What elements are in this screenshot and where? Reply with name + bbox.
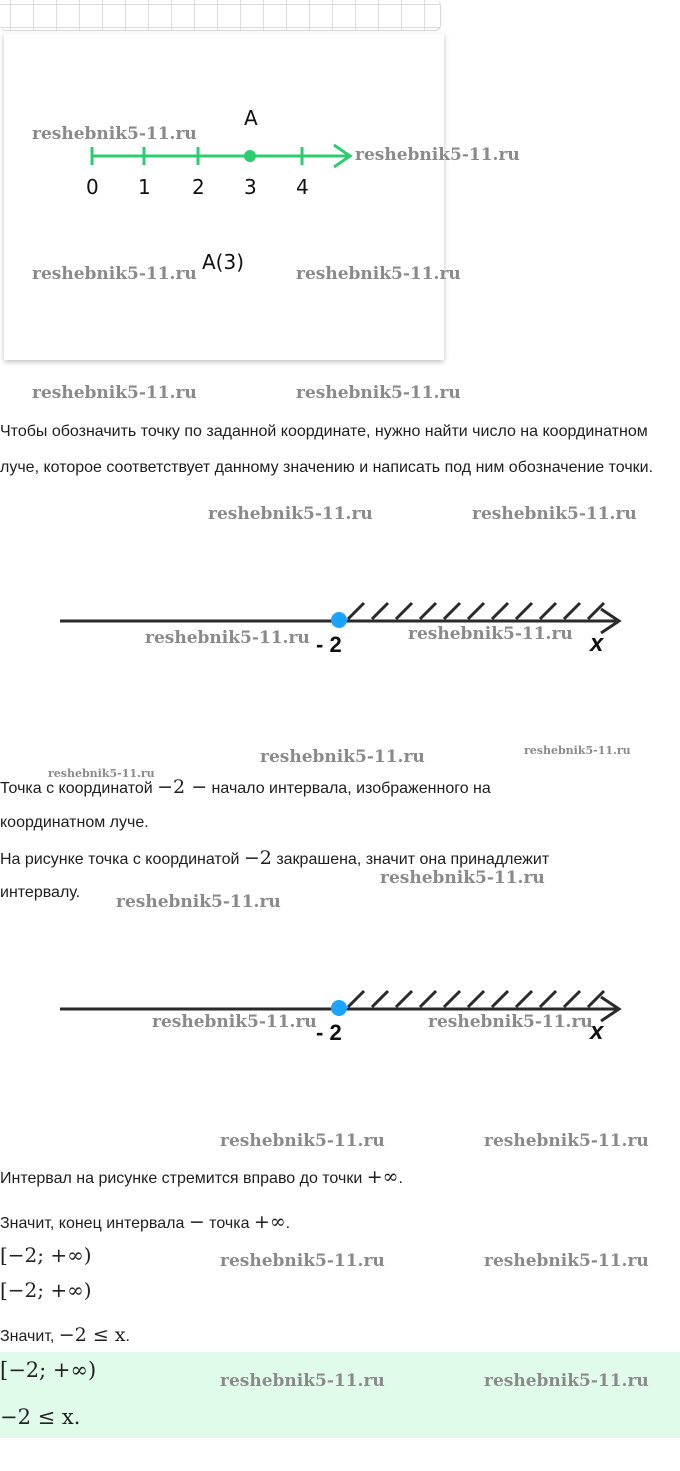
watermark: reshebnik5-11.ru <box>32 124 197 144</box>
watermark: reshebnik5-11.ru <box>208 504 373 524</box>
answer-inequality: −2 ≤ x. <box>0 1405 81 1429</box>
watermark: reshebnik5-11.ru <box>484 1371 649 1391</box>
watermark: reshebnik5-11.ru <box>260 747 425 767</box>
watermark: reshebnik5-11.ru <box>355 145 520 165</box>
watermark: reshebnik5-11.ru <box>296 383 461 403</box>
interval-expression: [−2; +∞) <box>0 1278 92 1302</box>
watermark: reshebnik5-11.ru <box>408 624 573 644</box>
text-line: На рисунке точка с координатой −2 закрашена, значит она принадлежит <box>0 847 550 869</box>
tick-label-3: 3 <box>244 175 257 199</box>
point-label: - 2 <box>316 632 342 657</box>
tick-label-0: 0 <box>86 175 99 199</box>
watermark: reshebnik5-11.ru <box>32 264 197 284</box>
hatching <box>348 991 604 1007</box>
text-line: Значит, −2 ≤ x. <box>0 1324 130 1346</box>
watermark: reshebnik5-11.ru <box>145 628 310 648</box>
coordinate-ray-figure <box>4 34 444 360</box>
watermark: reshebnik5-11.ru <box>220 1131 385 1151</box>
hatching <box>348 603 604 619</box>
tick-label-1: 1 <box>138 175 151 199</box>
explanation-paragraph: Чтобы обозначить точку по заданной координате, нужно найти число на координатном луче, которое соответствует данному значению и написать под ним обозначение точки. <box>0 423 654 476</box>
text-line: интервалу. <box>0 884 81 901</box>
watermark: reshebnik5-11.ru <box>472 504 637 524</box>
watermark: reshebnik5-11.ru <box>220 1251 385 1271</box>
tick-label-2: 2 <box>192 175 205 199</box>
interval-expression: [−2; +∞) <box>0 1243 92 1267</box>
text-line: Интервал на рисунке стремится вправо до точки +∞. <box>0 1166 403 1188</box>
text-line: координатном луче. <box>0 814 149 831</box>
answer-interval: [−2; +∞) <box>0 1358 97 1382</box>
watermark: reshebnik5-11.ru <box>220 1371 385 1391</box>
tick-label-4: 4 <box>296 175 309 199</box>
point-label: - 2 <box>316 1020 342 1045</box>
text-line: Точка с координатой −2 − начало интервала, изображенного на <box>0 776 491 798</box>
point-coordinate-label: A(3) <box>202 250 245 274</box>
watermark: reshebnik5-11.ru <box>116 892 281 912</box>
point-a-label: A <box>244 106 258 130</box>
watermark: reshebnik5-11.ru <box>296 264 461 284</box>
point-a-dot <box>244 150 256 162</box>
answer-box <box>0 1352 680 1438</box>
watermark: reshebnik5-11.ru <box>152 1012 317 1032</box>
filled-point <box>331 1000 347 1016</box>
text-line: Значит, конец интервала − точка +∞. <box>0 1211 291 1233</box>
axis-label: x <box>590 1018 604 1045</box>
watermark: reshebnik5-11.ru <box>484 1251 649 1271</box>
watermark: reshebnik5-11.ru <box>428 1012 593 1032</box>
watermark: reshebnik5-11.ru <box>48 767 155 780</box>
axis-label: x <box>590 630 604 657</box>
coordinate-ray-svg <box>4 34 444 360</box>
watermark: reshebnik5-11.ru <box>524 744 631 757</box>
watermark: reshebnik5-11.ru <box>380 868 545 888</box>
watermark: reshebnik5-11.ru <box>32 383 197 403</box>
filled-point <box>331 612 347 628</box>
watermark: reshebnik5-11.ru <box>484 1131 649 1151</box>
grid-paper-strip <box>0 0 441 31</box>
